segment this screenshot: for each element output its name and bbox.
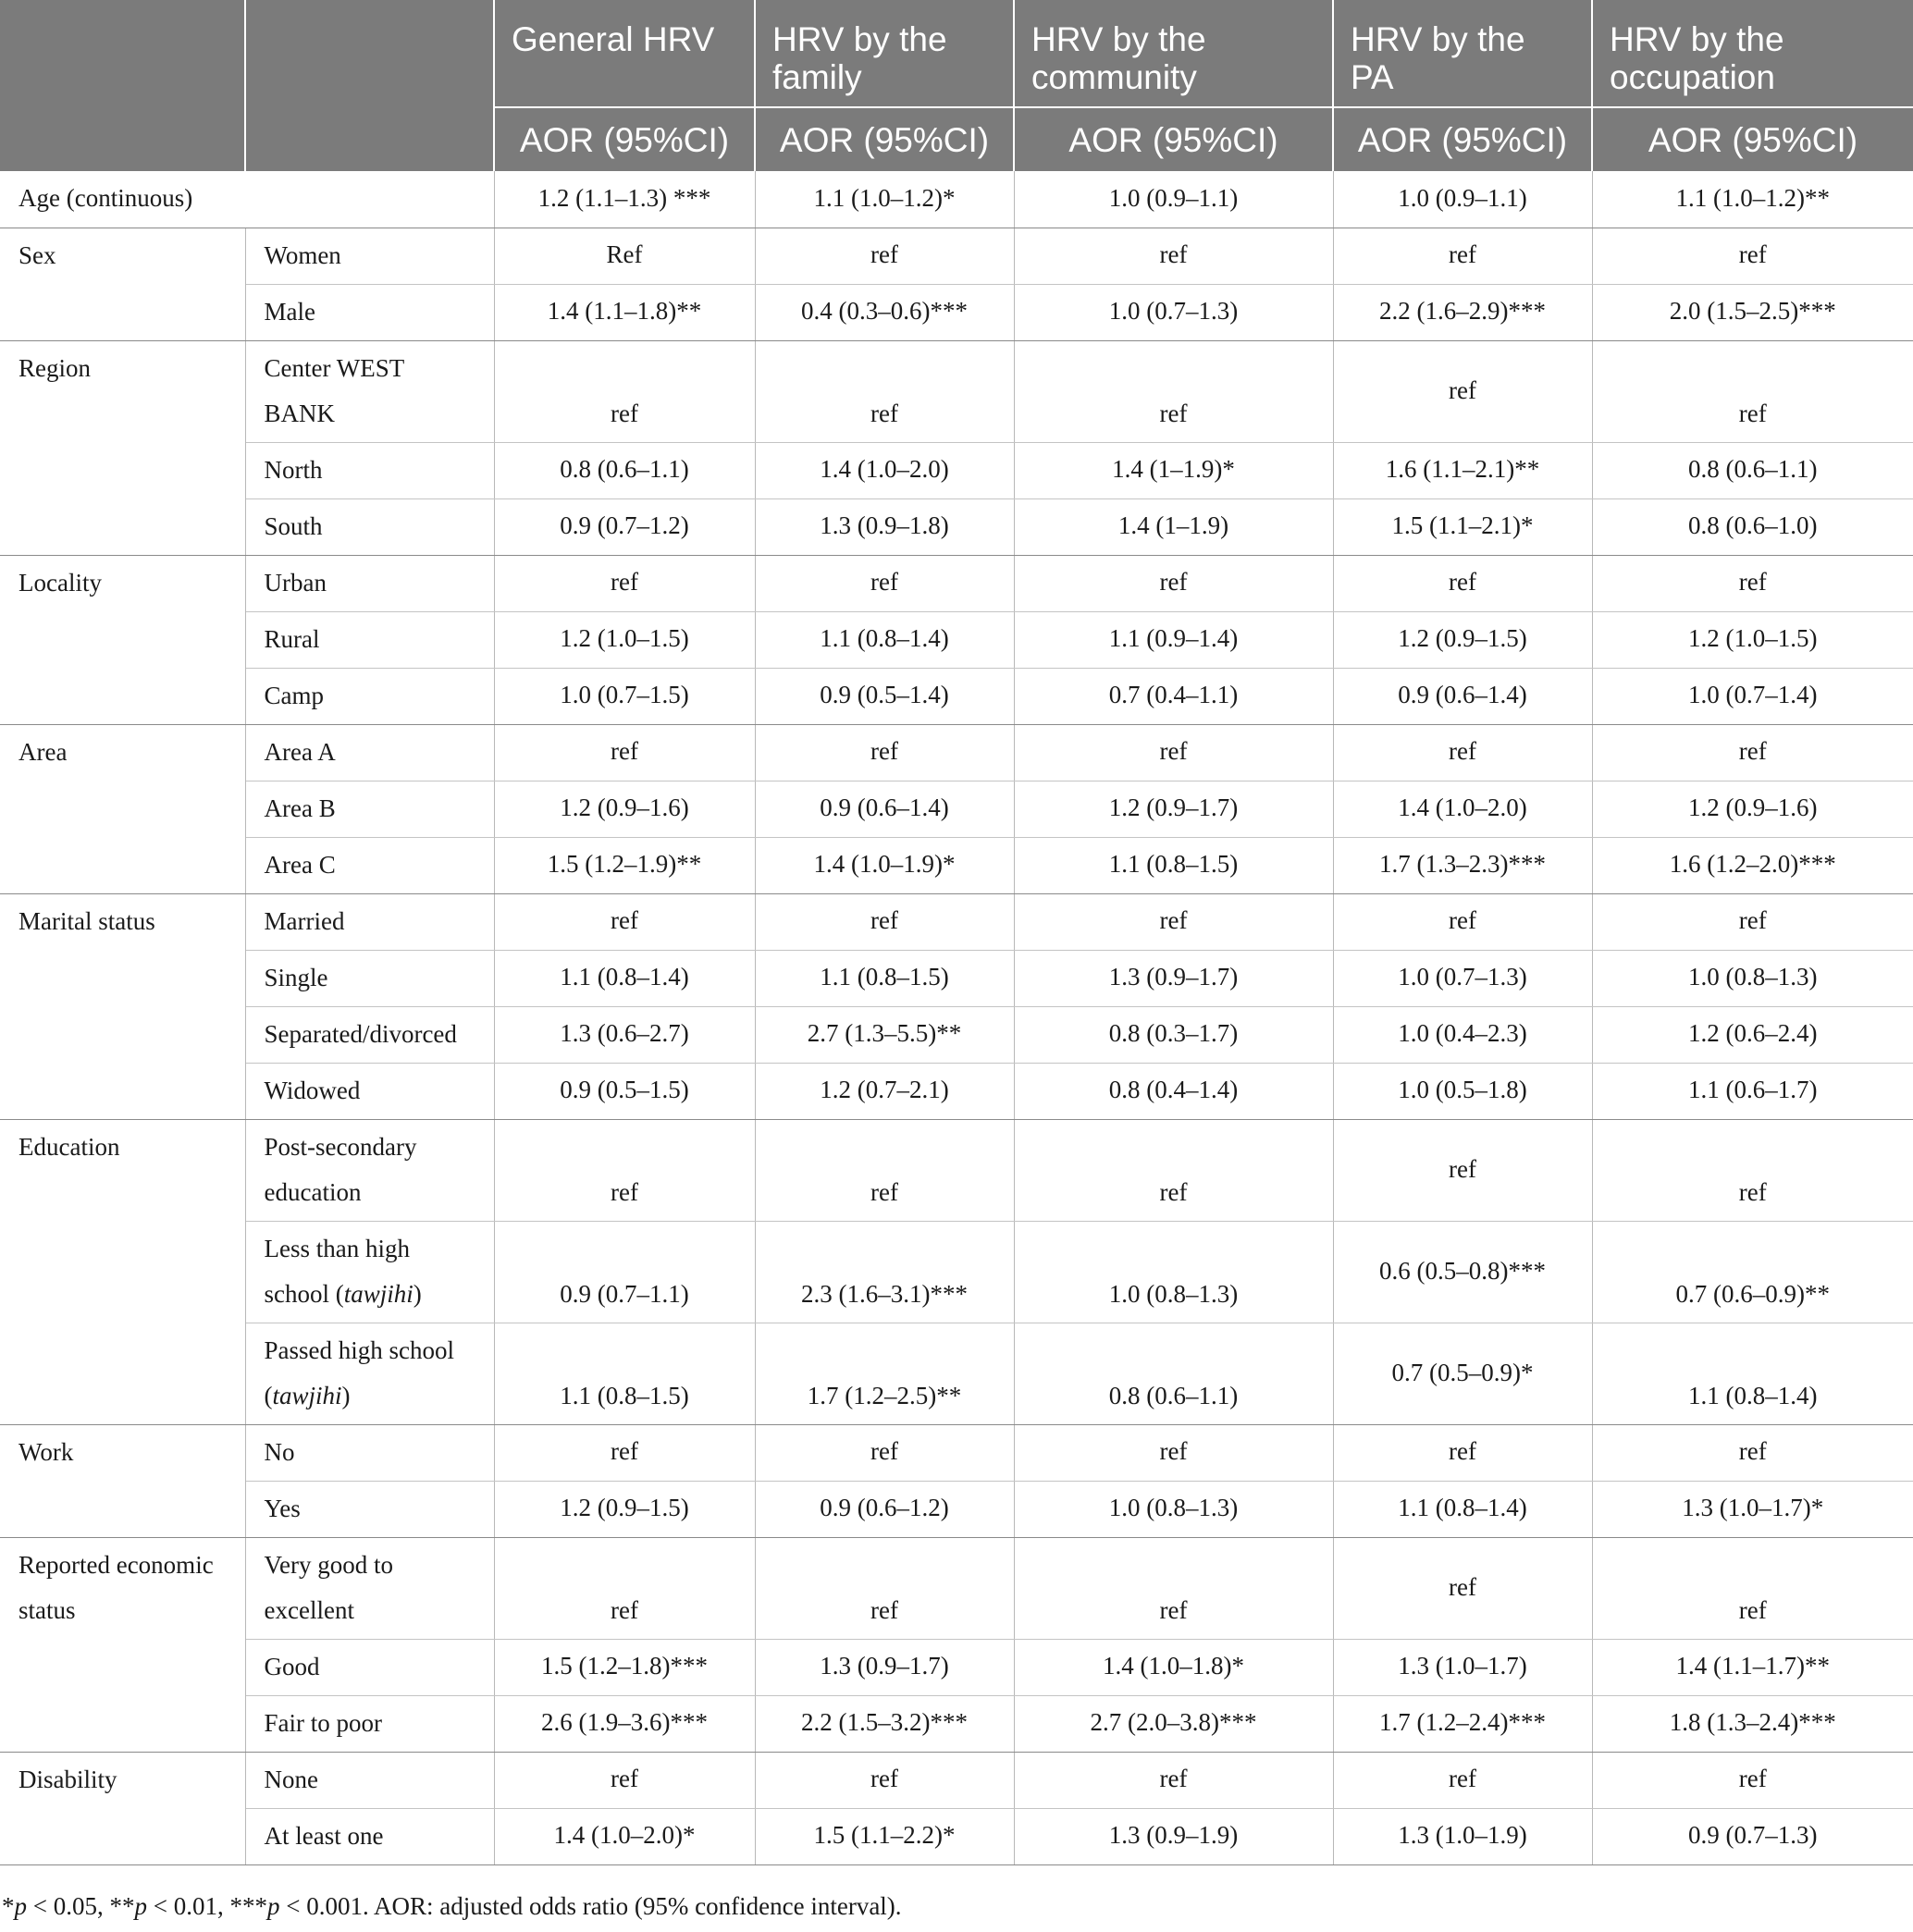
table-row [0,228,1913,284]
table-cell: 1.3 (0.9–1.7) [1014,950,1333,1006]
table-cell: ref [755,893,1014,950]
table-row [0,1808,1913,1864]
table-cell: 0.8 (0.6–1.1) [494,442,755,498]
table-row [0,1695,1913,1752]
table-cell: 1.5 (1.2–1.9)** [494,837,755,893]
table-cell: 0.7 (0.5–0.9)* [1333,1323,1592,1424]
table-cell: 1.2 (0.9–1.6) [494,781,755,837]
table-cell: 2.3 (1.6–3.1)*** [755,1221,1014,1323]
table-cell: 1.1 (0.8–1.5) [755,950,1014,1006]
group-label: Education [0,1119,245,1424]
table-cell: 1.4 (1.0–1.8)* [1014,1639,1333,1695]
table-cell: 0.4 (0.3–0.6)*** [755,284,1014,340]
table-cell: 1.3 (1.0–1.7)* [1592,1481,1913,1537]
row-label: Married [245,893,494,950]
table-cell: ref [1014,893,1333,950]
table-cell: 1.0 (0.9–1.1) [1333,171,1592,228]
column-subheader: AOR (95%CI) [494,107,755,171]
table-cell: ref [1333,1424,1592,1481]
table-cell: 1.3 (0.6–2.7) [494,1006,755,1063]
row-label: Male [245,284,494,340]
table-cell: ref [1333,893,1592,950]
table-cell: 0.8 (0.4–1.4) [1014,1063,1333,1119]
table-body [0,171,1913,1864]
table-cell: 1.7 (1.2–2.4)*** [1333,1695,1592,1752]
table-cell: 1.6 (1.2–2.0)*** [1592,837,1913,893]
table-row [0,284,1913,340]
row-label: Camp [245,668,494,724]
header-blank [245,107,494,171]
table-cell: 0.6 (0.5–0.8)*** [1333,1221,1592,1323]
table-cell: 1.2 (0.9–1.7) [1014,781,1333,837]
table-cell: 0.9 (0.5–1.5) [494,1063,755,1119]
column-subheader: AOR (95%CI) [1333,107,1592,171]
table-cell: ref [1014,555,1333,611]
group-label: Reported economic status [0,1537,245,1752]
table-cell: 1.3 (0.9–1.9) [1014,1808,1333,1864]
row-label: Area A [245,724,494,781]
table-cell: 1.1 (1.0–1.2)* [755,171,1014,228]
header-blank [0,107,245,171]
table-cell: 1.5 (1.2–1.8)*** [494,1639,755,1695]
table-row [0,611,1913,668]
table-cell: 1.4 (1.0–2.0)* [494,1808,755,1864]
row-label: Women [245,228,494,284]
row-label: Yes [245,1481,494,1537]
table-cell: 1.2 (1.1–1.3) *** [494,171,755,228]
table-cell: 1.7 (1.3–2.3)*** [1333,837,1592,893]
table-cell: ref [494,1537,755,1639]
table-row [0,1639,1913,1695]
column-subheader: AOR (95%CI) [1592,107,1913,171]
table-cell: 1.3 (0.9–1.7) [755,1639,1014,1695]
row-label-text: Less than high school ( [264,1234,410,1308]
table-row [0,1752,1913,1808]
row-label: Urban [245,555,494,611]
footnote-text: < 0.001. AOR: adjusted odds ratio (95% confidence interval). [279,1892,902,1920]
table-cell: ref [1592,340,1913,442]
row-label-italic: tawjihi [272,1381,342,1409]
row-label: Center WEST BANK [245,340,494,442]
table-cell: ref [1014,1119,1333,1221]
row-label: North [245,442,494,498]
table-cell: ref [1014,724,1333,781]
table-cell: 2.2 (1.6–2.9)*** [1333,284,1592,340]
column-header: HRV by the occupation [1592,0,1913,107]
table-cell: 1.0 (0.5–1.8) [1333,1063,1592,1119]
table-row [0,555,1913,611]
table-row [0,171,1913,228]
table-cell: 1.0 (0.4–2.3) [1333,1006,1592,1063]
table-cell: 1.2 (0.9–1.5) [494,1481,755,1537]
table-cell: 1.2 (0.6–2.4) [1592,1006,1913,1063]
table-cell: ref [755,555,1014,611]
table-cell: 1.1 (0.8–1.4) [755,611,1014,668]
column-subheader: AOR (95%CI) [755,107,1014,171]
table-cell: 1.4 (1–1.9) [1014,498,1333,555]
row-label-text: Passed high school ( [264,1335,454,1409]
table-cell: 1.0 (0.7–1.3) [1333,950,1592,1006]
table-cell: ref [1014,228,1333,284]
table-cell: ref [494,1424,755,1481]
table-cell: ref [1592,1537,1913,1639]
table-cell: ref [494,1119,755,1221]
table-cell: 0.8 (0.3–1.7) [1014,1006,1333,1063]
table-cell: ref [1333,555,1592,611]
column-header: HRV by the community [1014,0,1333,107]
table-cell: 0.9 (0.6–1.4) [755,781,1014,837]
table-cell: 0.8 (0.6–1.0) [1592,498,1913,555]
table-cell: ref [1333,724,1592,781]
table-cell: 1.0 (0.7–1.3) [1014,284,1333,340]
row-label: Fair to poor [245,1695,494,1752]
table-row [0,1221,1913,1323]
table-cell: 1.3 (1.0–1.9) [1333,1808,1592,1864]
table-cell: ref [1592,1119,1913,1221]
table-cell: 1.5 (1.1–2.2)* [755,1808,1014,1864]
table-cell: ref [755,1752,1014,1808]
table-cell: 1.2 (0.9–1.5) [1333,611,1592,668]
table-row [0,1119,1913,1221]
table-cell: ref [1592,1424,1913,1481]
table-cell: 0.9 (0.6–1.4) [1333,668,1592,724]
table-cell: 1.1 (0.8–1.4) [494,950,755,1006]
table-cell: ref [755,228,1014,284]
table-cell: ref [1333,340,1592,442]
table-cell: 1.4 (1.1–1.7)** [1592,1639,1913,1695]
table-cell: 1.0 (0.8–1.3) [1592,950,1913,1006]
table-cell: ref [494,340,755,442]
table-cell: ref [494,1752,755,1808]
table-row [0,668,1913,724]
table-cell: 1.4 (1.0–2.0) [755,442,1014,498]
column-header: HRV by the PA [1333,0,1592,107]
table-cell: 1.1 (0.9–1.4) [1014,611,1333,668]
table-cell: 0.8 (0.6–1.1) [1014,1323,1333,1424]
row-label: Widowed [245,1063,494,1119]
table-cell: 1.1 (1.0–1.2)** [1592,171,1913,228]
table-cell: 1.4 (1.0–2.0) [1333,781,1592,837]
table-cell: 1.6 (1.1–2.1)** [1333,442,1592,498]
table-cell: ref [1333,1537,1592,1639]
column-subheader: AOR (95%CI) [1014,107,1333,171]
table-cell: ref [1592,893,1913,950]
footnote-text: < 0.01, *** [146,1892,267,1920]
table-cell: 0.9 (0.7–1.1) [494,1221,755,1323]
table-row [0,340,1913,442]
row-label: At least one [245,1808,494,1864]
table-cell: 1.2 (1.0–1.5) [494,611,755,668]
row-label: No [245,1424,494,1481]
table-cell: ref [755,340,1014,442]
row-label-text: ) [341,1381,351,1409]
table-cell: 1.0 (0.9–1.1) [1014,171,1333,228]
table-cell: ref [1333,1752,1592,1808]
table-cell: 1.0 (0.7–1.5) [494,668,755,724]
table-cell: ref [1592,228,1913,284]
table-cell: ref [1592,555,1913,611]
group-label: Disability [0,1752,245,1864]
table-cell: 0.9 (0.7–1.3) [1592,1808,1913,1864]
table-row [0,1481,1913,1537]
table-cell: 1.4 (1.0–1.9)* [755,837,1014,893]
table-cell: 1.1 (0.8–1.4) [1592,1323,1913,1424]
row-label: Area C [245,837,494,893]
table-cell: 1.1 (0.6–1.7) [1592,1063,1913,1119]
table-cell: ref [494,555,755,611]
table-cell: 1.4 (1.1–1.8)** [494,284,755,340]
group-label: Region [0,340,245,555]
table-cell: 1.0 (0.7–1.4) [1592,668,1913,724]
table-cell: ref [755,1537,1014,1639]
table-cell: 2.6 (1.9–3.6)*** [494,1695,755,1752]
row-label: None [245,1752,494,1808]
table-cell: 1.0 (0.8–1.3) [1014,1221,1333,1323]
table-row [0,950,1913,1006]
table-cell: 2.7 (1.3–5.5)** [755,1006,1014,1063]
table-cell: 1.0 (0.8–1.3) [1014,1481,1333,1537]
table-cell: 1.7 (1.2–2.5)** [755,1323,1014,1424]
row-label: Area B [245,781,494,837]
table-cell: ref [1014,1424,1333,1481]
table-cell: 1.2 (0.7–2.1) [755,1063,1014,1119]
table-cell: 1.4 (1–1.9)* [1014,442,1333,498]
table-cell: ref [1592,1752,1913,1808]
table-cell: 0.9 (0.5–1.4) [755,668,1014,724]
table-cell: 0.8 (0.6–1.1) [1592,442,1913,498]
group-label: Marital status [0,893,245,1119]
header-blank [0,0,245,107]
table-cell: ref [1333,1119,1592,1221]
table-row [0,1063,1913,1119]
table-row [0,442,1913,498]
table-cell: ref [494,893,755,950]
table-cell: ref [1014,1752,1333,1808]
table-row [0,893,1913,950]
row-label: Rural [245,611,494,668]
table-cell: 1.2 (1.0–1.5) [1592,611,1913,668]
row-label: South [245,498,494,555]
table-row [0,837,1913,893]
row-label [245,1221,494,1323]
footnote-text: < 0.05, ** [27,1892,135,1920]
row-label: Good [245,1639,494,1695]
table-cell: 1.2 (0.9–1.6) [1592,781,1913,837]
table-cell: ref [755,724,1014,781]
group-label: Locality [0,555,245,724]
table-footnote [0,1889,902,1923]
table-cell: 0.9 (0.7–1.2) [494,498,755,555]
table-cell: 2.0 (1.5–2.5)*** [1592,284,1913,340]
table-cell: 0.9 (0.6–1.2) [755,1481,1014,1537]
table-cell: 1.5 (1.1–2.1)* [1333,498,1592,555]
footnote-italic: p [134,1892,147,1920]
table-header [0,0,1913,171]
table-cell: ref [494,724,755,781]
group-label: Work [0,1424,245,1537]
table-cell: 1.3 (0.9–1.8) [755,498,1014,555]
table-row [0,1424,1913,1481]
table-cell: ref [1592,724,1913,781]
table-row [0,781,1913,837]
table-row [0,498,1913,555]
footnote-italic: p [266,1892,280,1920]
column-header: General HRV [494,0,755,107]
table-cell: 1.8 (1.3–2.4)*** [1592,1695,1913,1752]
table-cell: Ref [494,228,755,284]
table-cell: 0.7 (0.6–0.9)** [1592,1221,1913,1323]
row-label: Very good to excellent [245,1537,494,1639]
row-label-italic: tawjihi [343,1279,413,1308]
row-label: Post-secondary education [245,1119,494,1221]
table-cell: 0.7 (0.4–1.1) [1014,668,1333,724]
table-cell: 2.7 (2.0–3.8)*** [1014,1695,1333,1752]
table-cell: ref [1333,228,1592,284]
group-label: Sex [0,228,245,340]
row-label-text: ) [413,1279,422,1308]
row-label: Single [245,950,494,1006]
footnote-text: * [2,1892,15,1920]
table-cell: 1.1 (0.8–1.4) [1333,1481,1592,1537]
row-label: Age (continuous) [0,171,494,228]
table-cell: 1.1 (0.8–1.5) [1014,837,1333,893]
table-cell: 2.2 (1.5–3.2)*** [755,1695,1014,1752]
header-blank [245,0,494,107]
table-cell: ref [1014,1537,1333,1639]
table-cell: ref [755,1119,1014,1221]
table-row [0,1537,1913,1639]
table-cell: 1.3 (1.0–1.7) [1333,1639,1592,1695]
table-cell: 1.1 (0.8–1.5) [494,1323,755,1424]
table-row [0,1006,1913,1063]
table-cell: ref [755,1424,1014,1481]
row-label: Separated/divorced [245,1006,494,1063]
row-label [245,1323,494,1424]
table-row [0,1323,1913,1424]
footnote-italic: p [14,1892,27,1920]
column-header: HRV by the family [755,0,1014,107]
table-row [0,724,1913,781]
table-cell: ref [1014,340,1333,442]
group-label: Area [0,724,245,893]
